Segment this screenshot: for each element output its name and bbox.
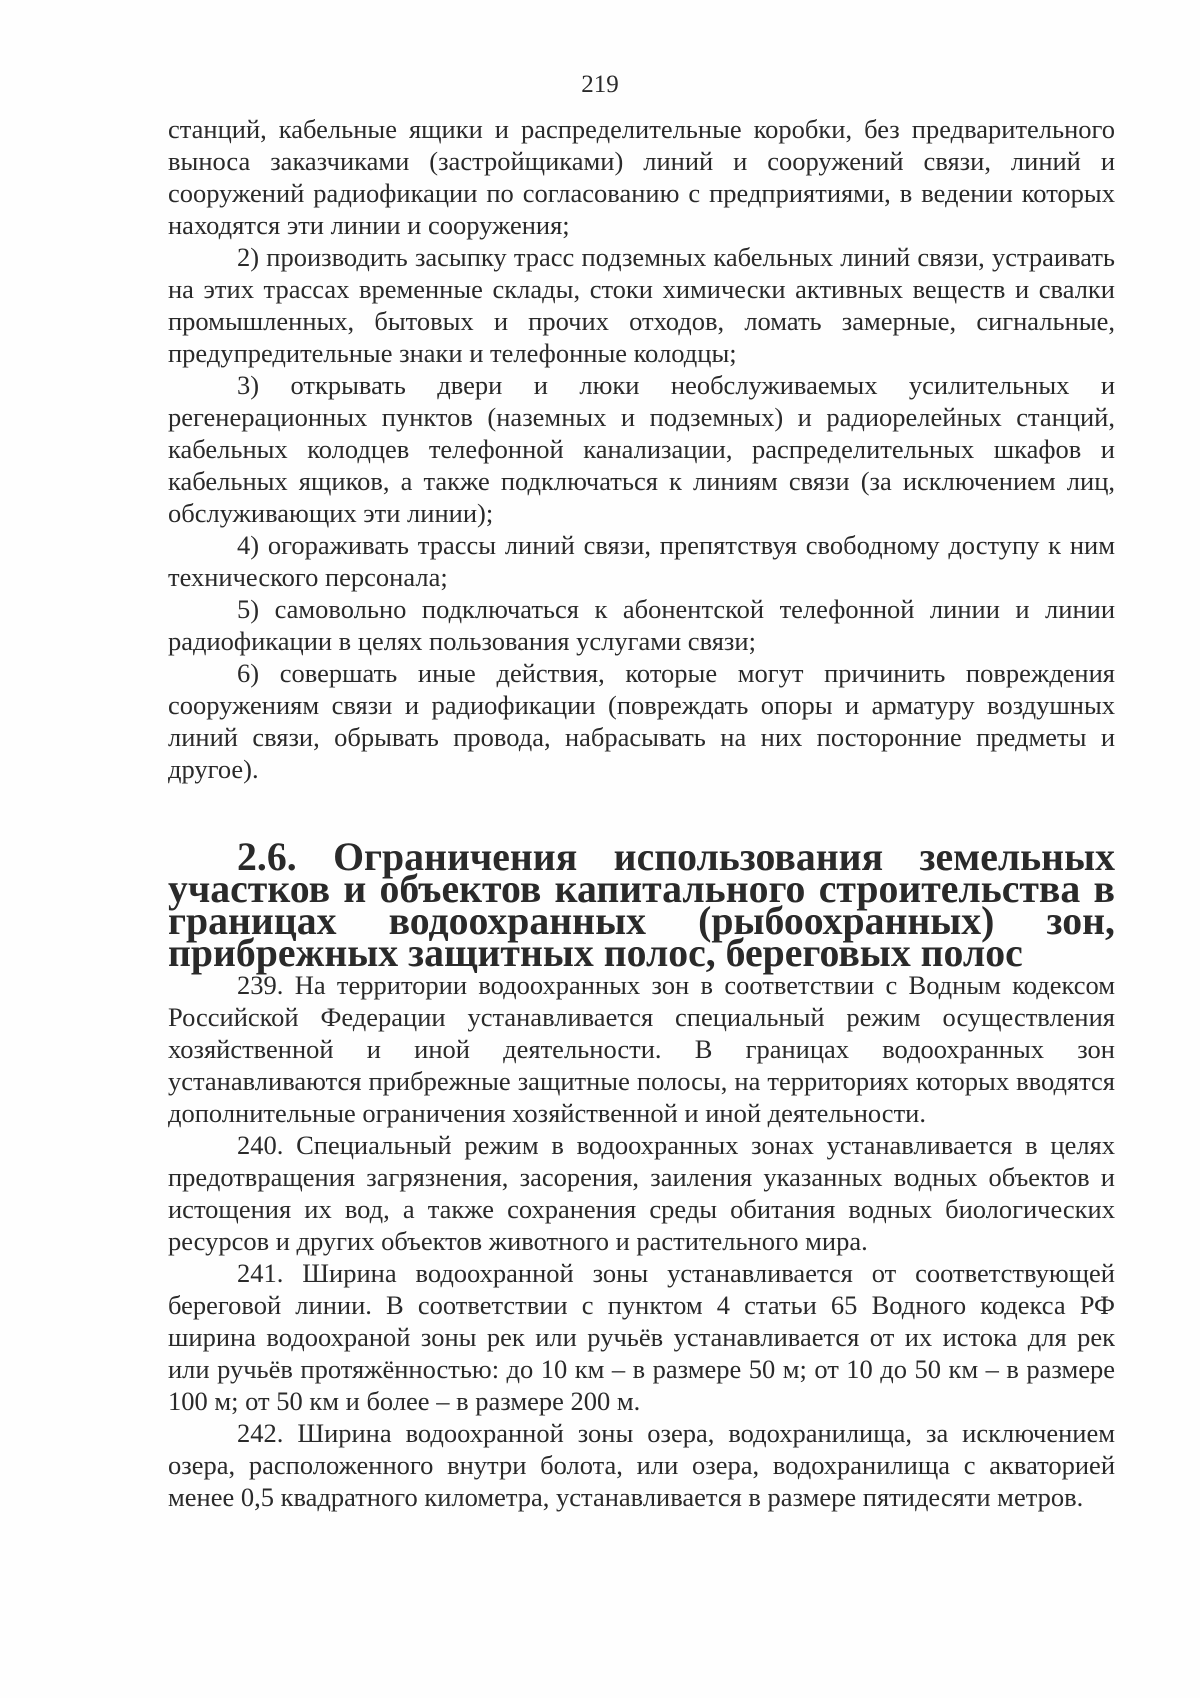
list-item-6: 6) совершать иные действия, которые могут причинить повреждения сооружениям связи и радиофикации (повреждать опоры и арматуру воздушных линий связи, обрывать провода, набрасывать на них посторонние предметы и другое). <box>168 658 1115 784</box>
paragraph-continuation: станций, кабельные ящики и распределительные коробки, без предварительного выноса заказчиками (застройщиками) линий и сооружений связи, линий и сооружений радиофикации по согласованию с предприятиями, в ведении которых находятся эти линии и сооружения; <box>168 114 1115 240</box>
list-item-3: 3) открывать двери и люки необслуживаемых усилительных и регенерационных пунктов (наземных и подземных) и радиорелейных станций, кабельных колодцев телефонной канализации, распределительных шкафов и кабельных ящиков, а также подключаться к линиям связи (за исключением лиц, обслуживающих эти линии); <box>168 370 1115 528</box>
list-item-2: 2) производить засыпку трасс подземных кабельных линий связи, устраивать на этих трассах временные склады, стоки химически активных веществ и свалки промышленных, бытовых и прочих отходов, ломать замерные, сигнальные, предупредительные знаки и телефонные колодцы; <box>168 242 1115 368</box>
document-body <box>168 113 1115 1513</box>
paragraph-241: 241. Ширина водоохранной зоны устанавливается от соответствующей береговой линии. В соответствии с пунктом 4 статьи 65 Водного кодекса РФ ширина водоохраной зоны рек или ручьёв устанавливается от их истока для рек или ручьёв протяжённостью: до 10 км – в размере 50 м; от 10 до 50 км – в размере 100 м; от 50 км и более – в размере 200 м. <box>168 1258 1115 1416</box>
page-number: 219 <box>581 71 619 98</box>
list-item-5: 5) самовольно подключаться к абонентской телефонной линии и линии радиофикации в целях пользования услугами связи; <box>168 594 1115 656</box>
paragraph-242: 242. Ширина водоохранной зоны озера, водохранилища, за исключением озера, расположенного внутри болота, или озера, водохранилища с акваторией менее 0,5 квадратного километра, устанавливается в размере пятидесяти метров. <box>168 1418 1115 1512</box>
paragraph-239: 239. На территории водоохранных зон в соответствии с Водным кодексом Российской Федерации устанавливается специальный режим осуществления хозяйственной и иной деятельности. В границах водоохранных зон устанавливаются прибрежные защитные полосы, на территориях которых вводятся дополнительные ограничения хозяйственной и иной деятельности. <box>168 970 1115 1128</box>
paragraph-240: 240. Специальный режим в водоохранных зонах устанавливается в целях предотвращения загрязнения, засорения, заиления указанных водных объектов и истощения их вод, а также сохранения среды обитания водных биологических ресурсов и других объектов животного и растительного мира. <box>168 1130 1115 1256</box>
list-item-4: 4) огораживать трассы линий связи, препятствуя свободному доступу к ним технического персонала; <box>168 530 1115 592</box>
section-heading: 2.6. Ограничения использования земельных участков и объектов капитального строительства в границах водоохранных (рыбоохранных) зон, прибрежных защитных полос, береговых полос <box>168 835 1115 975</box>
